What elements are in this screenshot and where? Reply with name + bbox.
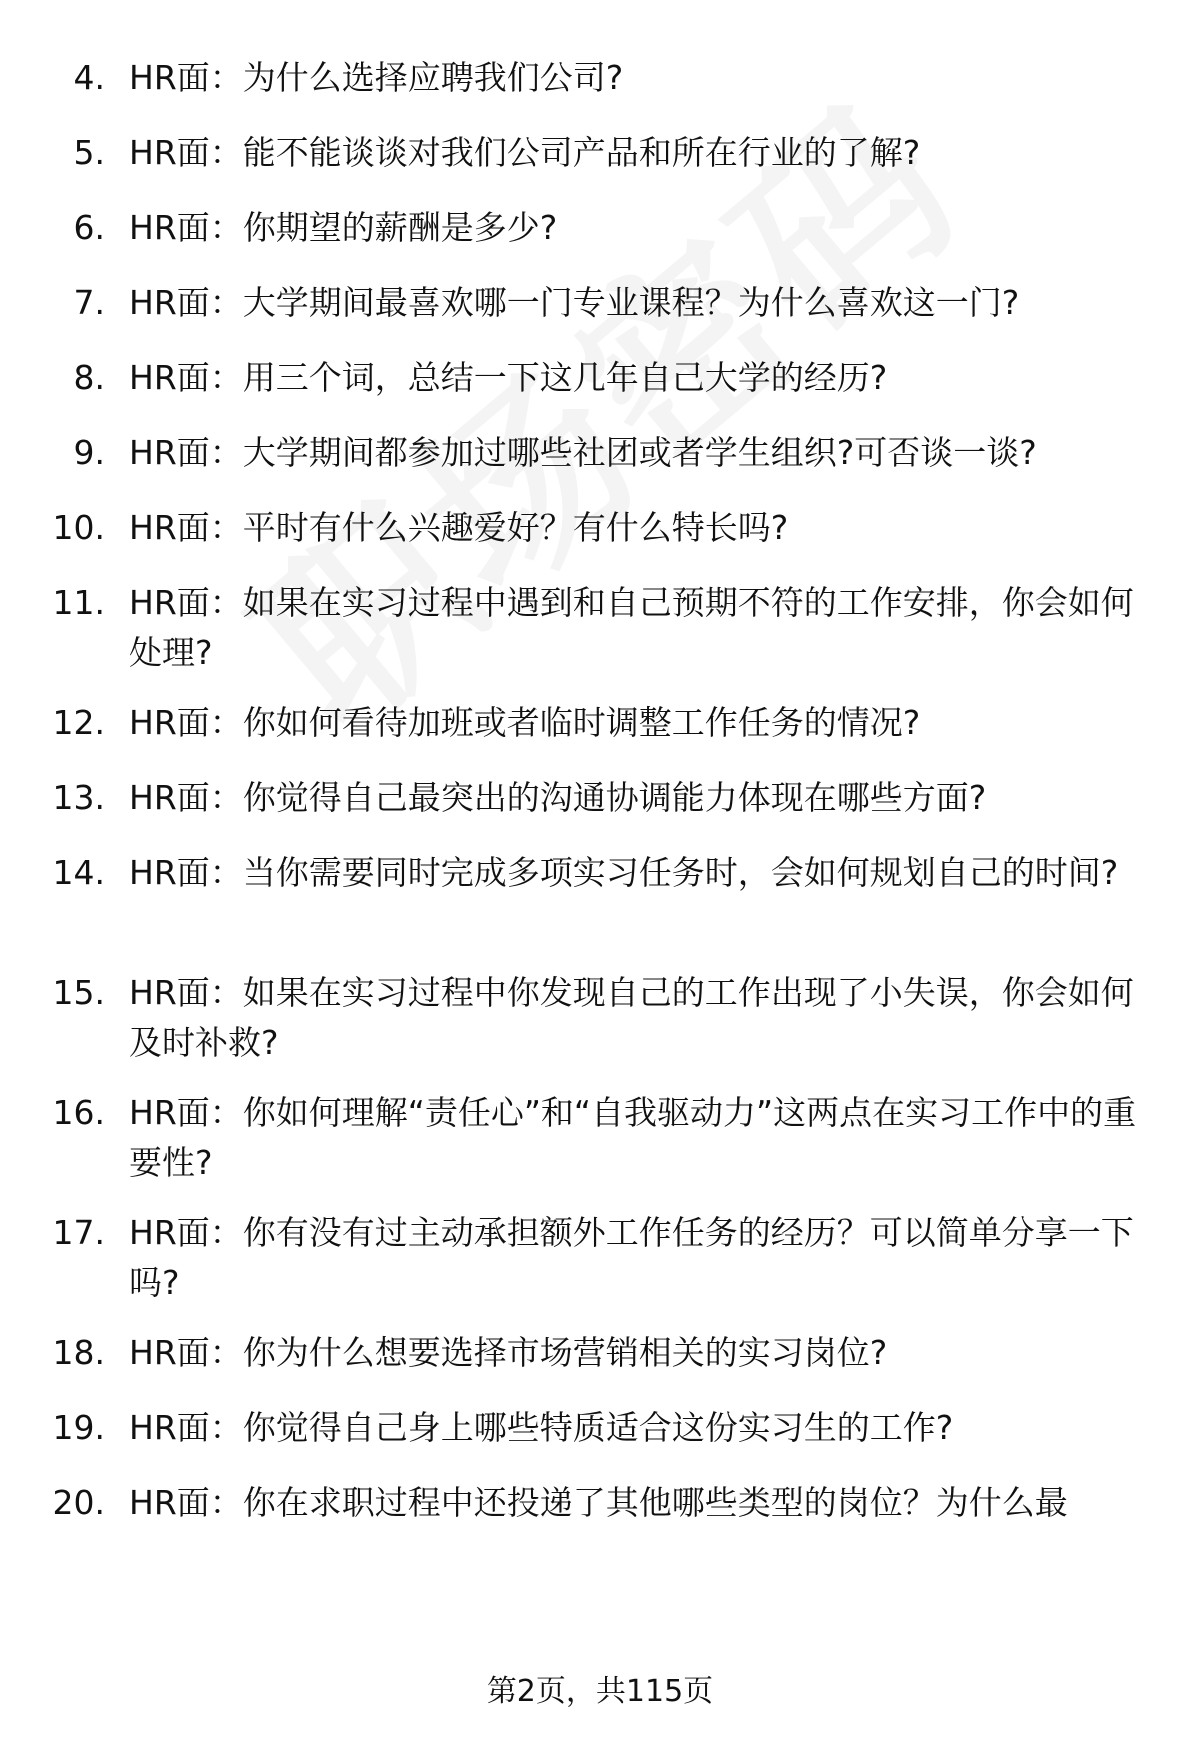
question-text: HR面：如果在实习过程中你发现自己的工作出现了小失误，你会如何及时补救? — [129, 973, 1134, 1062]
item-number: 10. — [52, 508, 105, 547]
item-number: 4. — [73, 58, 105, 97]
question-text: HR面：大学期间最喜欢哪一门专业课程？为什么喜欢这一门? — [129, 283, 1020, 322]
question-text: HR面：你如何理解“责任心”和“自我驱动力”这两点在实习工作中的重要性? — [129, 1093, 1137, 1182]
question-text: HR面：你有没有过主动承担额外工作任务的经历？可以简单分享一下吗? — [129, 1213, 1134, 1302]
item-number: 15. — [52, 973, 105, 1012]
item-number: 12. — [52, 703, 105, 742]
item-number: 13. — [52, 778, 105, 817]
question-text: HR面：当你需要同时完成多项实习任务时，会如何规划自己的时间? — [129, 853, 1119, 892]
item-number: 20. — [52, 1483, 105, 1522]
item-number: 18. — [52, 1333, 105, 1372]
question-text: HR面：平时有什么兴趣爱好？有什么特长吗? — [129, 508, 789, 547]
item-number: 17. — [52, 1213, 105, 1252]
question-text: HR面：为什么选择应聘我们公司? — [129, 58, 624, 97]
question-text: HR面：用三个词，总结一下这几年自己大学的经历? — [129, 358, 888, 397]
item-number: 9. — [73, 433, 105, 472]
item-number: 8. — [73, 358, 105, 397]
page-footer: 第2页，共115页 — [486, 1674, 714, 1709]
question-text: HR面：大学期间都参加过哪些社团或者学生组织?可否谈一谈? — [129, 433, 1037, 472]
item-number: 5. — [73, 133, 105, 172]
question-text: HR面：能不能谈谈对我们公司产品和所在行业的了解? — [129, 133, 921, 172]
item-number: 16. — [52, 1093, 105, 1132]
question-text: HR面：你如何看待加班或者临时调整工作任务的情况? — [129, 703, 921, 742]
item-number: 14. — [52, 853, 105, 892]
question-text: HR面：你期望的薪酬是多少? — [129, 208, 558, 247]
item-number: 11. — [52, 583, 105, 622]
item-number: 19. — [52, 1408, 105, 1447]
question-text: HR面：你为什么想要选择市场营销相关的实习岗位? — [129, 1333, 888, 1372]
question-text: HR面：你在求职过程中还投递了其他哪些类型的岗位？为什么最 — [129, 1483, 1068, 1522]
item-number: 6. — [73, 208, 105, 247]
question-text: HR面：如果在实习过程中遇到和自己预期不符的工作安排，你会如何处理? — [129, 583, 1134, 672]
question-text: HR面：你觉得自己身上哪些特质适合这份实习生的工作? — [129, 1408, 954, 1447]
question-text: HR面：你觉得自己最突出的沟通协调能力体现在哪些方面? — [129, 778, 987, 817]
item-number: 7. — [73, 283, 105, 322]
